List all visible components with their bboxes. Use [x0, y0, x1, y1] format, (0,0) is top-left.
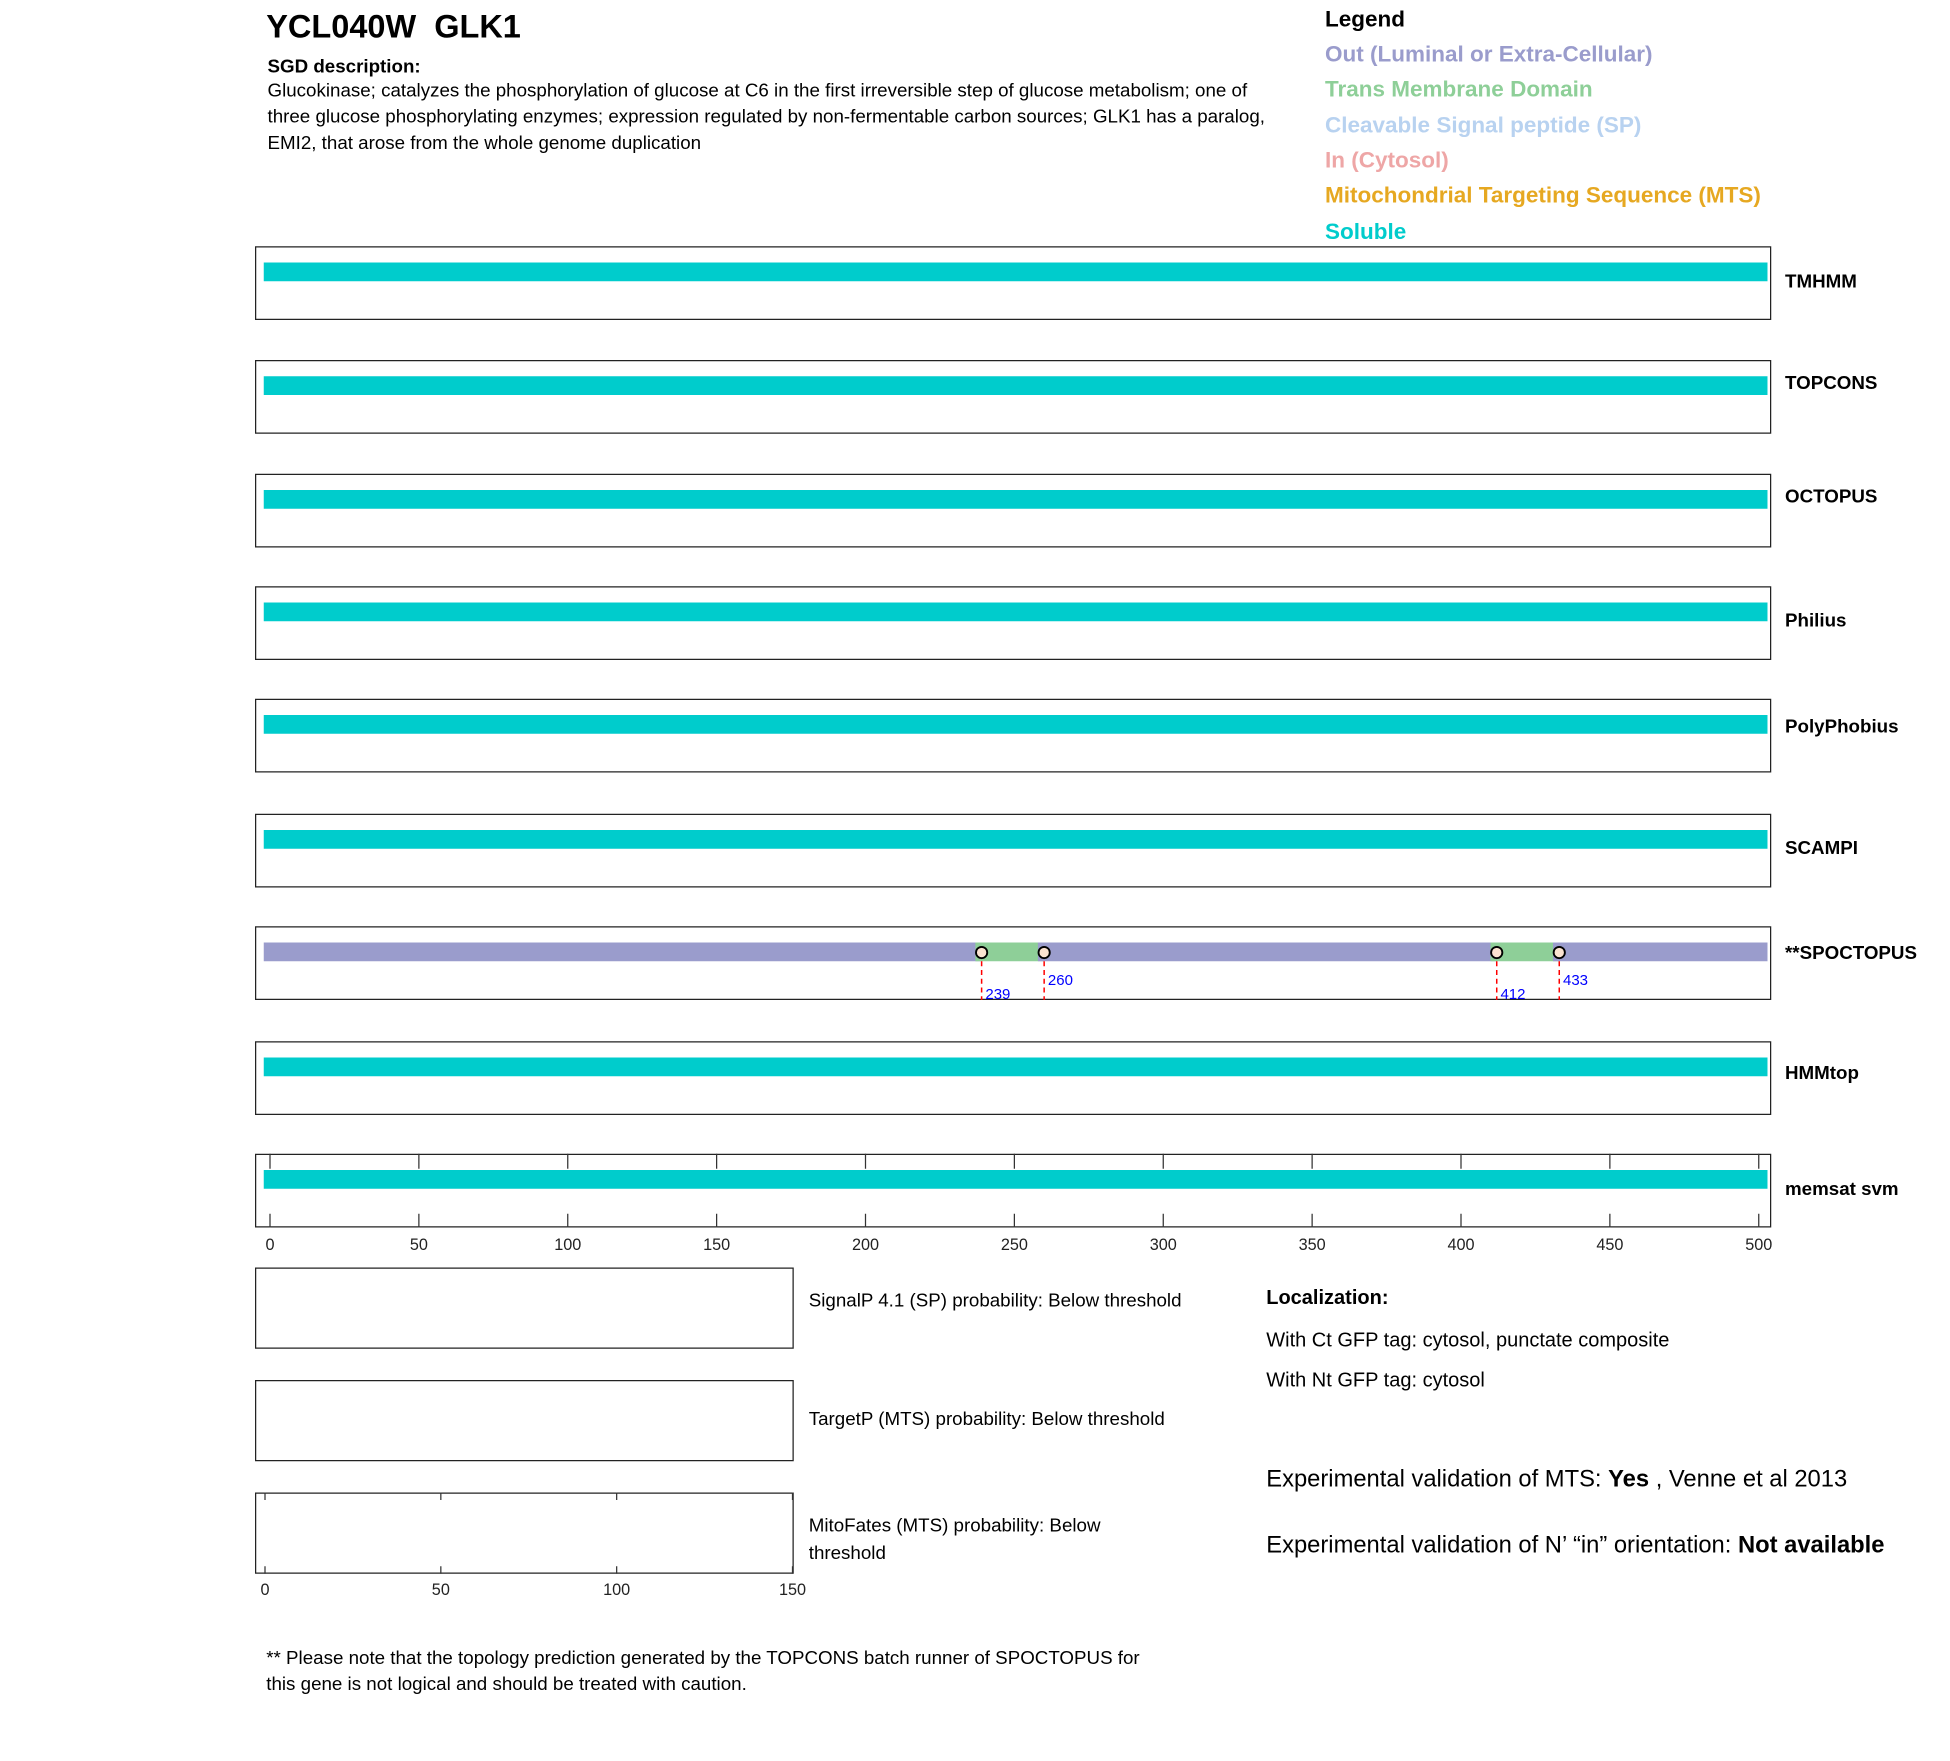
- axis-tick-label: 100: [603, 1581, 631, 1599]
- orientation-validation-label: Experimental validation of N’ “in” orientation:: [1266, 1532, 1738, 1559]
- predictor-result: MitoFates (MTS) probability: Below threshold: [808, 1515, 1101, 1564]
- boundary-label: 433: [1563, 972, 1589, 989]
- gene-title: YCL040W GLK1: [266, 7, 521, 45]
- segment-soluble: [264, 830, 1768, 849]
- footnote: ** Please note that the topology prediction generated by the TOPCONS batch runner of SPOCTOPUS for this gene is not logical and should be treated with caution.: [266, 1647, 1140, 1695]
- track-spoctopus: [255, 926, 1771, 1003]
- orientation-validation: [1266, 1530, 1916, 1561]
- boundary-label: 260: [1047, 972, 1073, 989]
- axis-tick-label: 200: [851, 1236, 880, 1254]
- track-label: memsat svm: [1785, 1178, 1899, 1200]
- segment-soluble: [264, 263, 1768, 282]
- track-label: OCTOPUS: [1785, 486, 1878, 508]
- predictor-plot: [255, 1380, 794, 1461]
- mts-validation-label: Experimental validation of MTS:: [1266, 1466, 1609, 1493]
- segment-soluble: [264, 603, 1768, 622]
- segment-out: [1038, 943, 1497, 962]
- segment-soluble: [264, 490, 1768, 509]
- legend-heading: Legend: [1325, 6, 1406, 32]
- axis-tick-label: 100: [554, 1236, 582, 1254]
- track-label: PolyPhobius: [1785, 716, 1899, 738]
- segment-soluble: [264, 1170, 1768, 1189]
- axis-tick-label: 0: [260, 1581, 270, 1599]
- track-label: **SPOCTOPUS: [1785, 942, 1917, 964]
- track-hmmtop: [255, 1041, 1771, 1115]
- localization-nt: With Nt GFP tag: cytosol: [1266, 1370, 1485, 1392]
- track-topcons: [255, 360, 1771, 434]
- predictor-plot: [255, 1268, 794, 1349]
- track-tmhmm: [255, 246, 1771, 320]
- axis-tick-label: 450: [1596, 1236, 1624, 1254]
- legend-item: Out (Luminal or Extra-Cellular): [1325, 41, 1653, 67]
- track-label: SCAMPI: [1785, 837, 1858, 859]
- axis-tick-label: 0: [265, 1236, 275, 1254]
- axis-tick-label: 350: [1298, 1236, 1326, 1254]
- axis-tick-label: 150: [778, 1581, 807, 1599]
- boundary-marker: [1491, 947, 1502, 958]
- predictor-plot: [255, 1493, 807, 1599]
- localization-heading: Localization:: [1266, 1287, 1389, 1309]
- track-memsatsvm: [255, 1154, 1773, 1254]
- track-octopus: [255, 474, 1771, 548]
- sgd-heading: SGD description:: [267, 56, 421, 78]
- axis-tick-label: 50: [409, 1236, 428, 1254]
- segment-soluble: [264, 715, 1768, 734]
- segment-out: [1553, 943, 1767, 962]
- axis-tick-label: 400: [1447, 1236, 1475, 1254]
- orientation-validation-value: Not available: [1737, 1532, 1885, 1559]
- predictor-result: TargetP (MTS) probability: Below threshold: [808, 1408, 1165, 1430]
- axis-tick-label: 150: [703, 1236, 731, 1254]
- segment-out: [264, 943, 982, 962]
- axis-tick-label: 300: [1149, 1236, 1177, 1254]
- legend-item: In (Cytosol): [1325, 147, 1449, 173]
- axis-tick-label: 250: [1000, 1236, 1028, 1254]
- boundary-label: 239: [985, 985, 1011, 1003]
- mts-validation-value: Yes: [1608, 1466, 1650, 1493]
- legend-item: Trans Membrane Domain: [1325, 76, 1593, 102]
- track-label: Philius: [1785, 610, 1847, 632]
- segment-soluble: [264, 1058, 1768, 1077]
- track-label: TOPCONS: [1785, 372, 1878, 394]
- boundary-marker: [976, 947, 987, 958]
- legend-item: Soluble: [1325, 218, 1407, 244]
- legend-item: Mitochondrial Targeting Sequence (MTS): [1325, 182, 1761, 208]
- mts-validation-ref: , Venne et al 2013: [1649, 1466, 1848, 1493]
- legend-item: Cleavable Signal peptide (SP): [1325, 111, 1642, 137]
- boundary-marker: [1039, 947, 1050, 958]
- axis-tick-label: 50: [431, 1581, 450, 1599]
- track-label: TMHMM: [1785, 271, 1857, 293]
- sgd-description: Glucokinase; catalyzes the phosphorylation of glucose at C6 in the first irreversible step of glucose metabolism; one of three glucose phosphorylating enzymes; expression regulated by non-fermentable carbon sources; GLK1 has a paralog, EMI2, that arose from the whole genome duplication: [267, 80, 1265, 154]
- axis-tick-label: 500: [1745, 1236, 1773, 1254]
- mts-validation: [1266, 1464, 1916, 1495]
- track-scampi: [255, 814, 1771, 888]
- localization-ct: With Ct GFP tag: cytosol, punctate composite: [1266, 1330, 1670, 1352]
- track-philius: [255, 586, 1771, 660]
- track-label: HMMtop: [1785, 1062, 1859, 1084]
- track-polyphobius: [255, 699, 1771, 773]
- predictor-result: SignalP 4.1 (SP) probability: Below threshold: [808, 1290, 1182, 1312]
- boundary-label: 412: [1500, 985, 1526, 1003]
- boundary-marker: [1554, 947, 1565, 958]
- segment-soluble: [264, 376, 1768, 395]
